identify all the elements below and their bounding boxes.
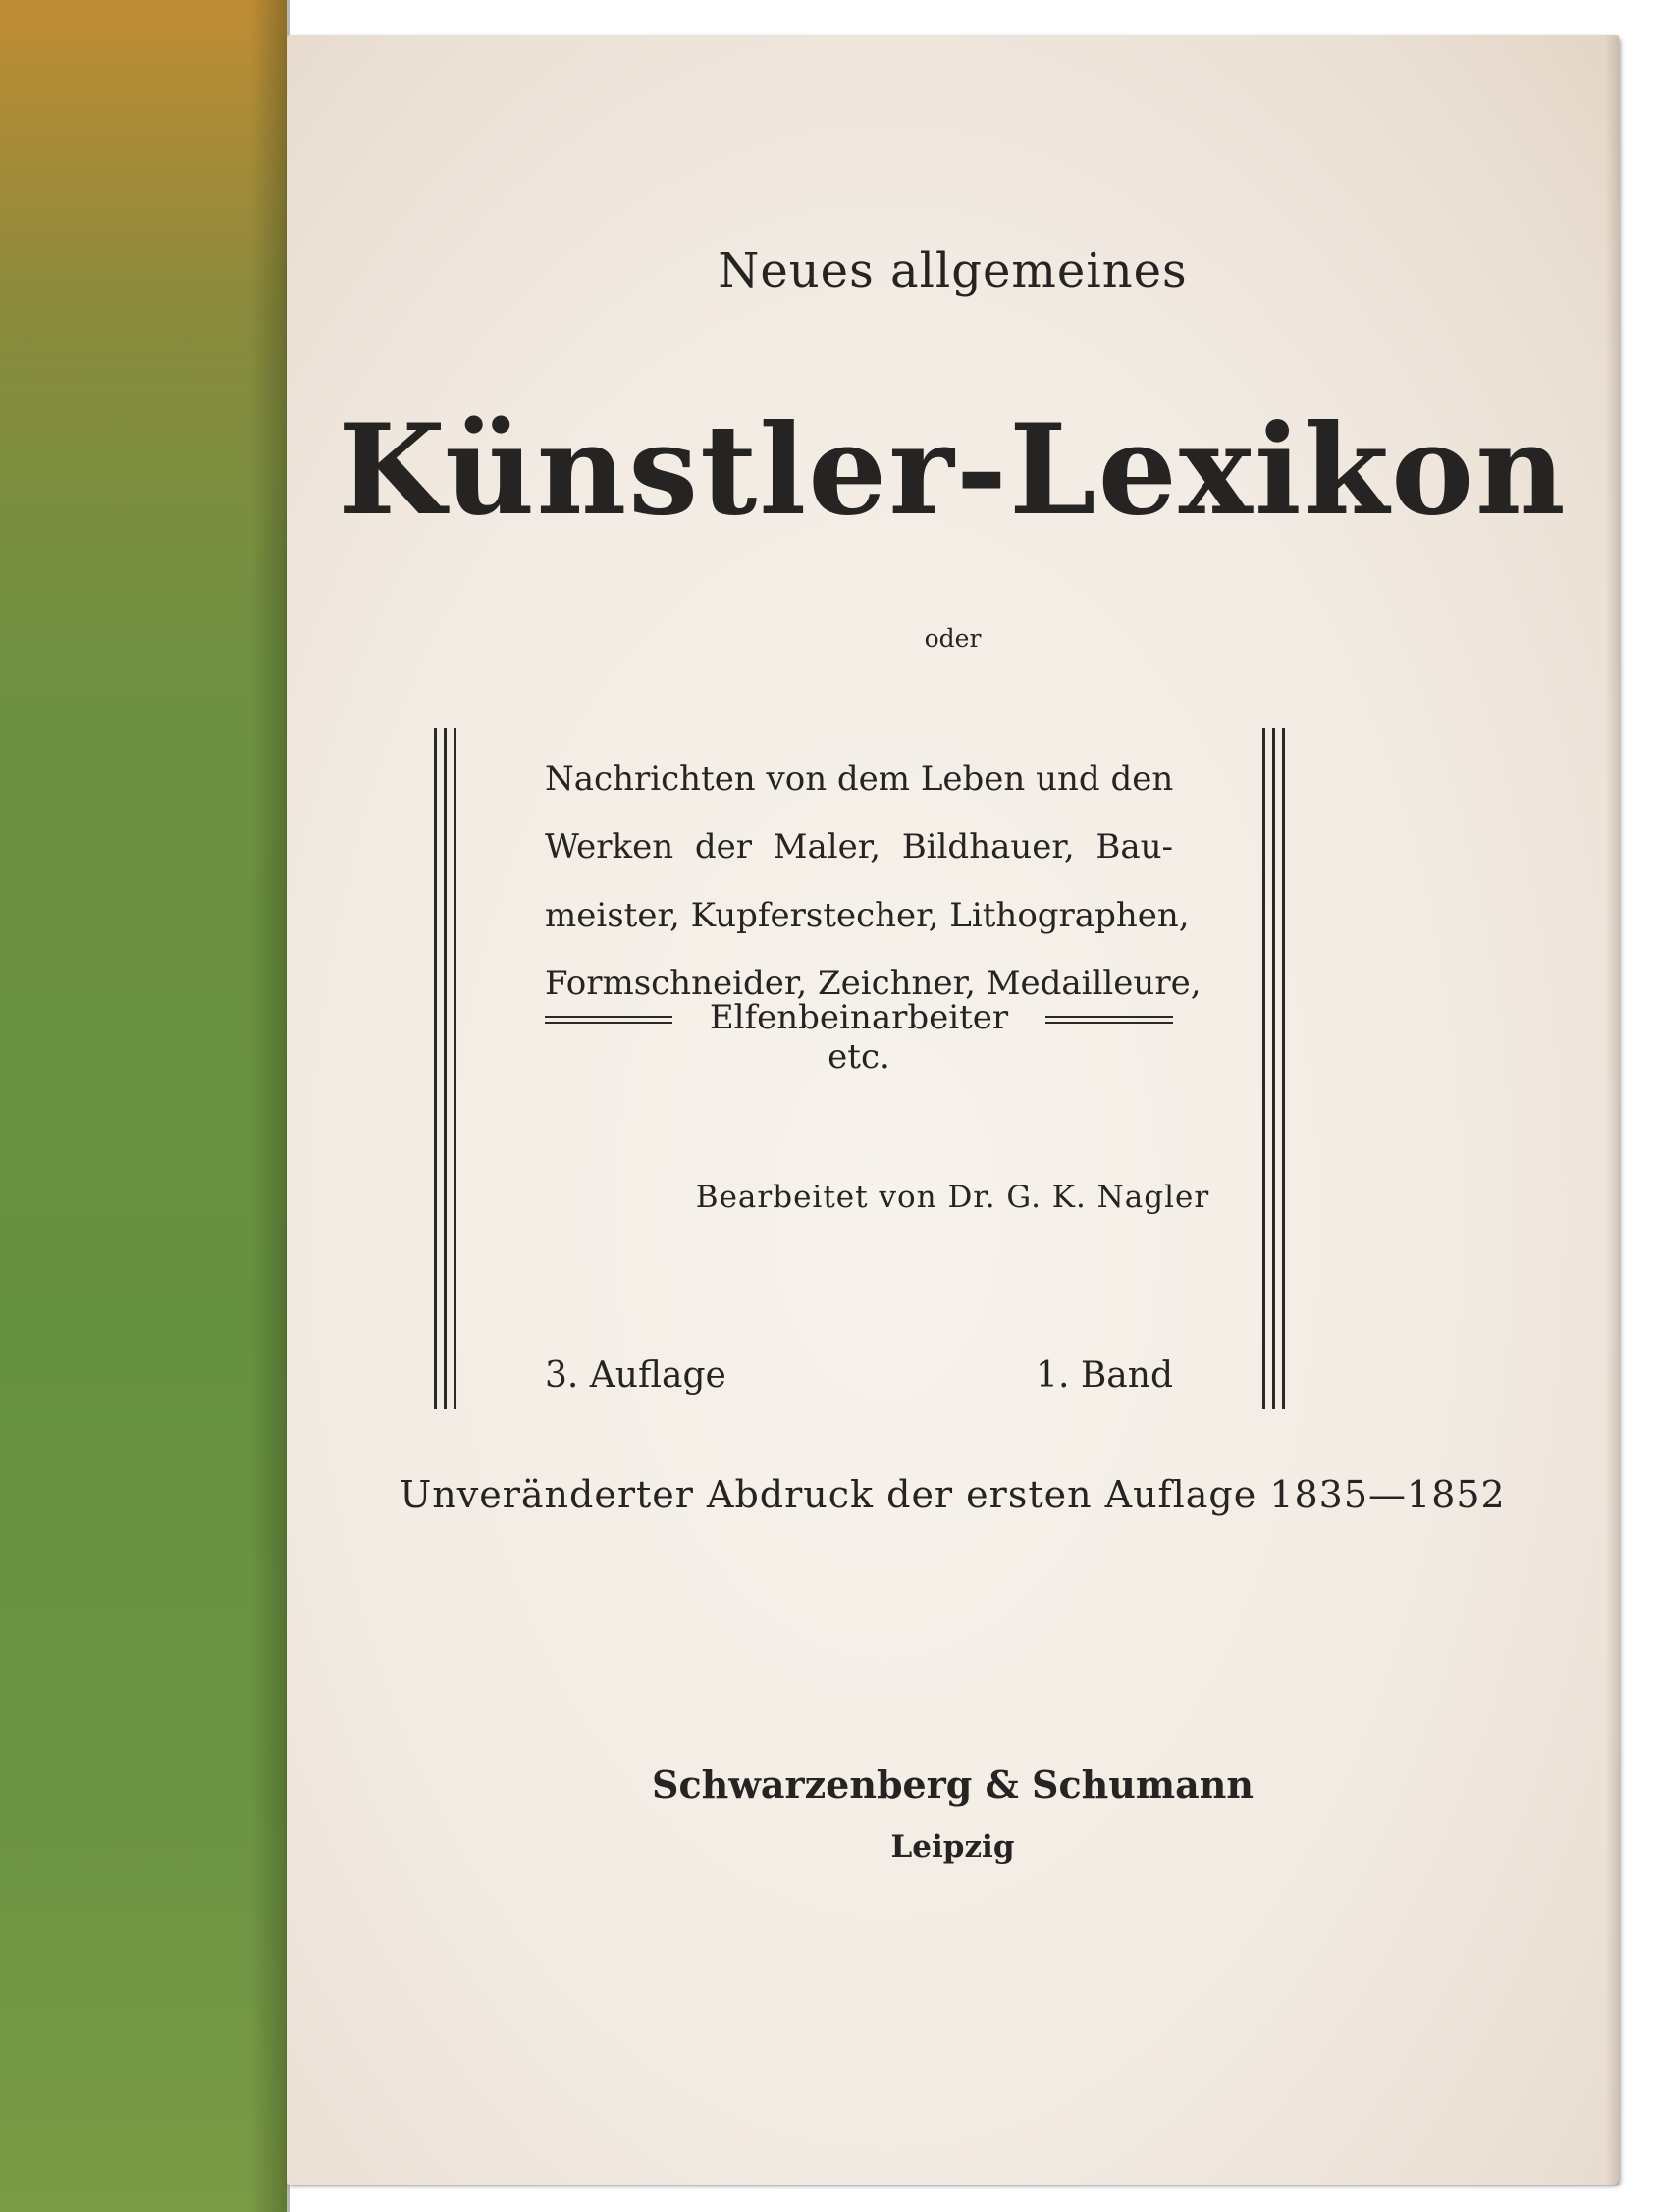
description-line: Formschneider, Zeichner, Medailleure, bbox=[545, 964, 1202, 1003]
reprint-note: Unveränderter Abdruck der ersten Auflage 1835—1852 bbox=[400, 1473, 1506, 1516]
left-ornamental-rule bbox=[434, 728, 456, 1409]
edition-label: 3. Auflage bbox=[545, 1355, 726, 1396]
description-line: meister, Kupferstecher, Lithographen, bbox=[545, 896, 1190, 935]
publisher-city: Leipzig bbox=[890, 1829, 1015, 1865]
volume-label: 1. Band bbox=[1036, 1355, 1173, 1396]
conjunction: oder bbox=[924, 624, 982, 653]
editor-credit: Bearbeitet von Dr. G. K. Nagler bbox=[695, 1180, 1210, 1215]
green-book-cover bbox=[0, 0, 287, 2212]
description-line: Elfenbeinarbeiter etc. bbox=[709, 998, 1009, 1077]
right-ornamental-rule bbox=[1262, 728, 1285, 1409]
description-line: Nachrichten von dem Leben und den bbox=[545, 760, 1174, 799]
description-line: Werken der Maler, Bildhauer, Bau- bbox=[545, 827, 1173, 867]
publisher-name: Schwarzenberg & Schumann bbox=[652, 1763, 1254, 1807]
description-last-line bbox=[545, 998, 1173, 1077]
double-rule-left bbox=[545, 1016, 672, 1024]
subtitle: Neues allgemeines bbox=[718, 243, 1188, 298]
double-rule-right bbox=[1045, 1016, 1173, 1024]
cover-shadow bbox=[250, 0, 290, 2212]
book-title: Künstler-Lexikon bbox=[338, 397, 1568, 543]
title-page bbox=[287, 35, 1619, 2185]
